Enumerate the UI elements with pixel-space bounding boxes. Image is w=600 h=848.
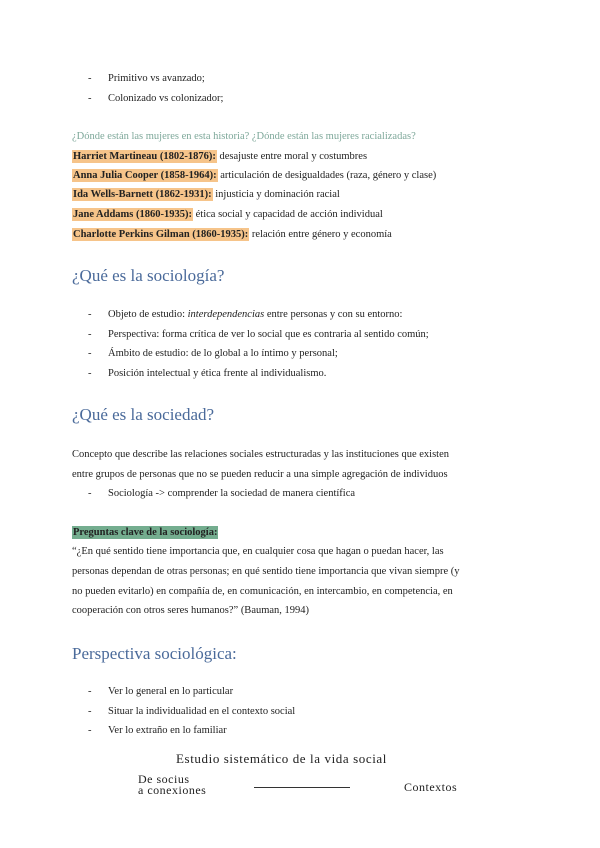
list-item: - Sociología -> comprender la sociedad de manera científica [88, 488, 356, 499]
highlighted-name: Harriet Martineau (1802-1876): [73, 151, 216, 162]
dash-bullet-icon: - [88, 368, 92, 379]
subsection-title: Preguntas clave de la sociología: [73, 527, 218, 538]
dash-bullet-icon: - [88, 309, 92, 320]
highlighted-name: Jane Addams (1860-1935): [73, 209, 193, 220]
person-entry: Harriet Martineau (1802-1876): desajuste entre moral y costumbres [73, 151, 368, 162]
person-entry: Anna Julia Cooper (1858-1964): articulación de desigualdades (raza, género y clase) [73, 170, 437, 181]
list-item: - Posición intelectual y ética frente al individualismo. [88, 368, 327, 379]
list-item: - Objeto de estudio: interdependencias entre personas y con su entorno: [88, 309, 403, 320]
highlighted-name: Charlotte Perkins Gilman (1860-1935): [73, 229, 249, 240]
list-item: - Ámbito de estudio: de lo global a lo íntimo y personal; [88, 348, 338, 359]
person-entry: Charlotte Perkins Gilman (1860-1935): relación entre género y economía [73, 229, 392, 240]
list-item: - Perspectiva: forma crítica de ver lo social que es contraria al sentido común; [88, 329, 429, 340]
section-heading: ¿Qué es la sociedad? [72, 405, 215, 424]
highlighted-name: Anna Julia Cooper (1858-1964): [73, 170, 217, 181]
diagram-right-label: Contextos [404, 780, 458, 794]
list-item: - Primitivo vs avanzado; [88, 73, 205, 84]
diagram-left-label: De socius a conexiones [138, 772, 207, 797]
quote-line: cooperación con otros seres humanos?” (Bauman, 1994) [72, 605, 310, 616]
dash-bullet-icon: - [88, 686, 92, 697]
dash-bullet-icon: - [88, 348, 92, 359]
quote-line: personas dependan de otras personas; en qué sentido tiene importancia que vivan siempre (y [72, 566, 460, 577]
person-entry: Jane Addams (1860-1935): ética social y capacidad de acción individual [73, 209, 383, 220]
list-item: - Colonizado vs colonizador; [88, 93, 224, 104]
quote-line: “¿En qué sentido tiene importancia que, en cualquier cosa que hagan o puedan hacer, las [72, 546, 444, 557]
section-question: ¿Dónde están las mujeres en esta historia? ¿Dónde están las mujeres racializadas? [72, 131, 416, 142]
list-item: - Ver lo general en lo particular [88, 686, 234, 697]
dash-bullet-icon: - [88, 73, 92, 84]
diagram-title: Estudio sistemático de la vida social [176, 751, 388, 766]
section-heading: Perspectiva sociológica: [72, 644, 237, 663]
section-heading: ¿Qué es la sociología? [72, 266, 225, 285]
highlighted-name: Ida Wells-Barnett (1862-1931): [73, 189, 212, 200]
dash-bullet-icon: - [88, 488, 92, 499]
dash-bullet-icon: - [88, 725, 92, 736]
paragraph-line: entre grupos de personas que no se pueden reducir a una simple agregación de individuos [72, 469, 448, 480]
list-item: - Situar la individualidad en el contexto social [88, 706, 296, 717]
person-entry: Ida Wells-Barnett (1862-1931): injusticia y dominación racial [73, 189, 340, 200]
dash-bullet-icon: - [88, 706, 92, 717]
diagram-connector-line [254, 787, 350, 788]
list-item: - Ver lo extraño en lo familiar [88, 725, 227, 736]
dash-bullet-icon: - [88, 329, 92, 340]
quote-line: no pueden evitarlo) en compañía de, en comunicación, en intercambio, en competencia, en [72, 586, 453, 597]
dash-bullet-icon: - [88, 93, 92, 104]
paragraph-line: Concepto que describe las relaciones sociales estructuradas y las instituciones que existen [72, 449, 450, 460]
